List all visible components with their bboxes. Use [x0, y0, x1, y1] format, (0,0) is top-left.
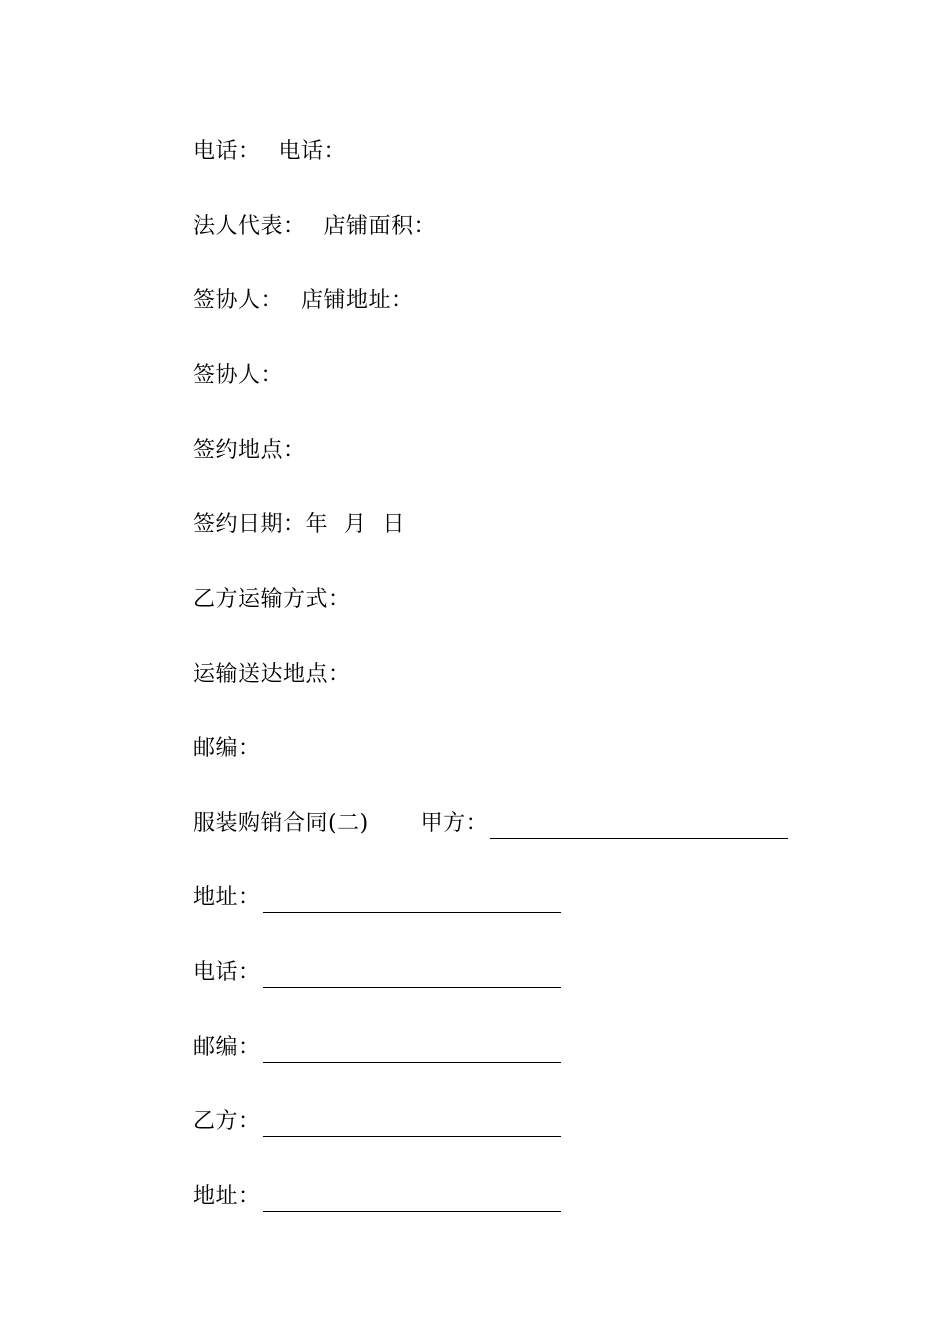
- label-phone-2: 电话：: [278, 139, 347, 164]
- blank-postcode-a[interactable]: [263, 1042, 561, 1063]
- blank-party-b[interactable]: [263, 1116, 561, 1137]
- label-postcode-a: 邮编：: [193, 1035, 261, 1060]
- label-party-a: 甲方：: [420, 811, 489, 836]
- label-sign-date-year: 签约日期：年: [193, 512, 329, 537]
- line-address-b: [193, 1182, 561, 1212]
- label-party-b: 乙方：: [193, 1109, 261, 1134]
- label-address-b: 地址：: [193, 1184, 261, 1209]
- line-postcode-a: [193, 1033, 561, 1063]
- line-delivery-place: [193, 660, 351, 690]
- label-signer-1: 签协人：: [193, 288, 284, 313]
- blank-address-b[interactable]: [263, 1191, 561, 1212]
- blank-address-a[interactable]: [263, 892, 561, 913]
- line-sign-date: [193, 510, 405, 540]
- label-phone-1: 电话：: [193, 139, 261, 164]
- blank-party-a[interactable]: [490, 818, 788, 839]
- line-legal-rep: [193, 212, 436, 242]
- line-phone-pair: [193, 137, 346, 167]
- label-signer-2: 签协人：: [193, 363, 284, 388]
- label-month: 月: [344, 512, 367, 537]
- line-contract-title: [193, 809, 788, 839]
- contract-title: 服装购销合同(二): [193, 811, 369, 836]
- label-store-area: 店铺面积：: [323, 214, 437, 239]
- line-phone-a: [193, 958, 561, 988]
- label-transport-method: 乙方运输方式：: [193, 587, 351, 612]
- line-party-b: [193, 1107, 561, 1137]
- blank-phone-a[interactable]: [263, 967, 561, 988]
- label-address-a: 地址：: [193, 885, 261, 910]
- line-sign-place: [193, 436, 306, 466]
- label-delivery-place: 运输送达地点：: [193, 662, 351, 687]
- label-legal-rep: 法人代表：: [193, 214, 306, 239]
- label-postcode-1: 邮编：: [193, 736, 261, 761]
- line-transport-method: [193, 585, 351, 615]
- label-store-address: 店铺地址：: [301, 288, 414, 313]
- label-day: 日: [382, 512, 406, 537]
- label-sign-place: 签约地点：: [193, 438, 306, 463]
- line-postcode-1: [193, 734, 261, 764]
- line-signer-2: [193, 361, 283, 391]
- line-signer-address: [193, 286, 414, 316]
- line-address-a: [193, 883, 561, 913]
- label-phone-a: 电话：: [193, 960, 261, 985]
